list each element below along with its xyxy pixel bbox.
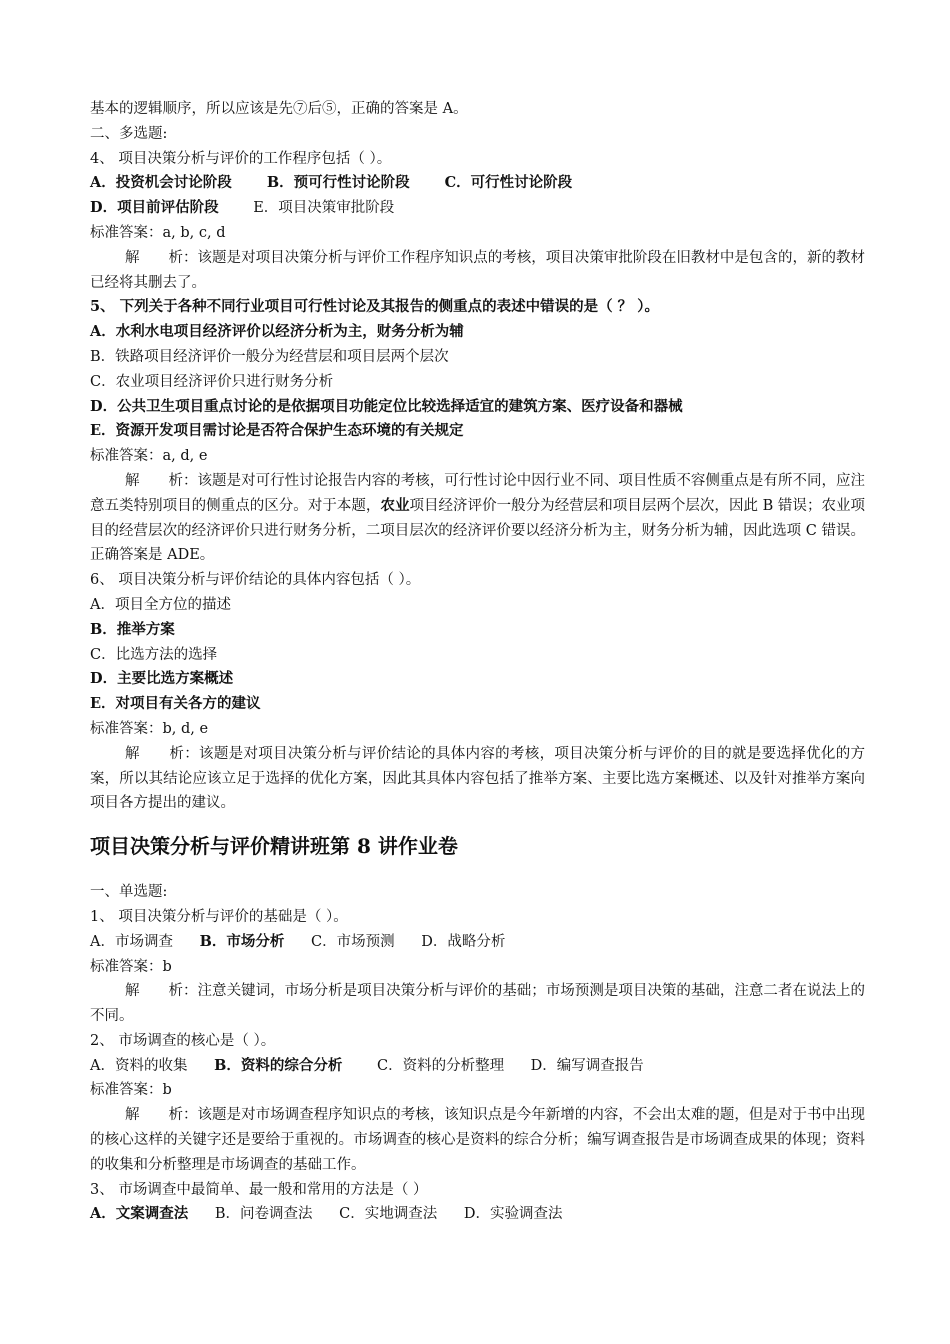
q4-analysis: 解 析：该题是对项目决策分析与评价工作程序知识点的考核，项目决策审批阶段在旧教材中是包含的，新的教材已经将其删去了。: [90, 249, 865, 291]
s2-answer: 标准答案：b: [90, 1082, 172, 1099]
q6-option-b: B．推举方案: [90, 620, 175, 638]
s1-option-c: C．市场预测: [310, 933, 395, 950]
s1-analysis: 解 析：注意关键词，市场分析是项目决策分析与评价的基础；市场预测是项目决策的基础，注意二者在说法上的不同。: [90, 983, 865, 1025]
section-header-multiple-choice: 二、多选题:: [90, 125, 168, 142]
q5-option-c: C．农业项目经济评价只进行财务分析: [90, 373, 334, 390]
s3-option-a: A．文案调查法: [90, 1205, 189, 1223]
question-4-stem: 4、 项目决策分析与评价的工作程序包括（ ）。: [90, 150, 392, 167]
single-question-2-options: [90, 1054, 865, 1079]
s3-option-b: B．问卷调查法: [214, 1206, 313, 1223]
q4-option-b: B．预可行性讨论阶段: [266, 174, 410, 192]
s2-option-d: D．编写调查报告: [530, 1057, 644, 1074]
question-4-options-row-2: [90, 196, 865, 221]
s1-answer: 标准答案：b: [90, 958, 172, 975]
q6-option-d: D．主要比选方案概述: [90, 670, 234, 688]
q5-analysis: [90, 469, 865, 568]
q4-answer: 标准答案：a, b, c, d: [90, 224, 226, 241]
s3-option-d: D．实验调查法: [463, 1206, 563, 1223]
q6-analysis: 解 析：该题是对项目决策分析与评价结论的具体内容的考核，项目决策分析与评价的目的就是要选择优化的方案，所以其结论应该立足于选择的优化方案，因此其具体内容包括了推举方案、主要比选方案概述、以及针对推举方案向项目各方提出的建议。: [90, 745, 865, 812]
q4-option-c: C．可行性讨论阶段: [444, 174, 573, 192]
q5-analysis-pre: 解 析：该题是对可行性讨论报告内容的考核，可行性讨论中因行业不同、项目性质不容侧重点是有所不同，应注意五类特别项目的侧重点的区分。对于本题，: [90, 472, 865, 514]
q5-option-d: D．公共卫生项目重点讨论的是依据项目功能定位比较选择适宜的建筑方案、医疗设备和器械: [90, 397, 683, 415]
single-question-1-stem: 1、 项目决策分析与评价的基础是（ ）。: [90, 908, 348, 925]
single-question-3-options: [90, 1202, 865, 1227]
question-4-options-row-1: [90, 171, 865, 196]
q4-option-a: A．投资机会讨论阶段: [90, 174, 232, 192]
single-question-2-stem: 2、 市场调查的核心是（ ）。: [90, 1032, 276, 1049]
q5-option-b: B．铁路项目经济评价一般分为经营层和项目层两个层次: [90, 348, 449, 365]
single-question-3-stem: 3、 市场调查中最简单、最一般和常用的方法是（ ）: [90, 1181, 428, 1198]
question-6-stem: 6、 项目决策分析与评价结论的具体内容包括（ ）。: [90, 572, 421, 589]
q4-option-d: D．项目前评估阶段: [90, 199, 219, 217]
q5-answer: 标准答案：a, d, e: [90, 448, 208, 465]
q6-option-c: C．比选方法的选择: [90, 646, 218, 663]
q6-option-a: A．项目全方位的描述: [90, 596, 231, 613]
s2-option-c: C．资料的分析整理: [376, 1057, 505, 1074]
q5-option-a: A．水利水电项目经济评价以经济分析为主，财务分析为辅: [90, 323, 464, 341]
q5-option-e: E．资源开发项目需讨论是否符合保护生态环境的有关规定: [90, 422, 464, 440]
s1-option-b: B．市场分析: [199, 932, 285, 950]
s2-analysis: 解 析：该题是对市场调查程序知识点的考核，该知识点是今年新增的内容，不会出太难的题，但是对于书中出现的核心这样的关键字还是要给于重视的。市场调查的核心是资料的综合分析；编写调查报告是市场调查成果的体现；资料的收集和分析整理是市场调查的基础工作。: [90, 1107, 865, 1173]
document-page: [90, 97, 865, 1227]
section-title: 项目决策分析与评价精讲班第 8 讲作业卷: [90, 834, 458, 859]
continued-line: 基本的逻辑顺序，所以应该是先⑦后⑤，正确的答案是 A。: [90, 101, 468, 117]
q6-answer: 标准答案：b, d, e: [90, 720, 209, 737]
s2-option-b: B．资料的综合分析: [214, 1056, 343, 1074]
question-5-stem: 5、 下列关于各种不同行业项目可行性讨论及其报告的侧重点的表述中错误的是（ ？ ）。: [90, 298, 659, 316]
q6-option-e: E．对项目有关各方的建议: [90, 695, 261, 713]
s1-option-a: A．市场调查: [90, 933, 173, 950]
s2-option-a: A．资料的收集: [90, 1057, 188, 1074]
q5-analysis-emphasis: 农业: [380, 496, 410, 514]
single-question-1-options: [90, 930, 865, 955]
section-header-single-choice: 一、单选题:: [90, 884, 168, 901]
s1-option-d: D．战略分析: [421, 933, 506, 950]
q5-analysis-post: 项目经济评价一般分为经营层和项目层两个层次，因此 B 错误；农业项目的经营层次的经济评价只进行财务分析，二项目层次的经济评价要以经济分析为主，财务分析为辅，因此选项 C 错误。正确答案是 ADE。: [90, 497, 866, 564]
q4-option-e: E．项目决策审批阶段: [253, 200, 395, 217]
s3-option-c: C．实地调查法: [339, 1206, 438, 1223]
